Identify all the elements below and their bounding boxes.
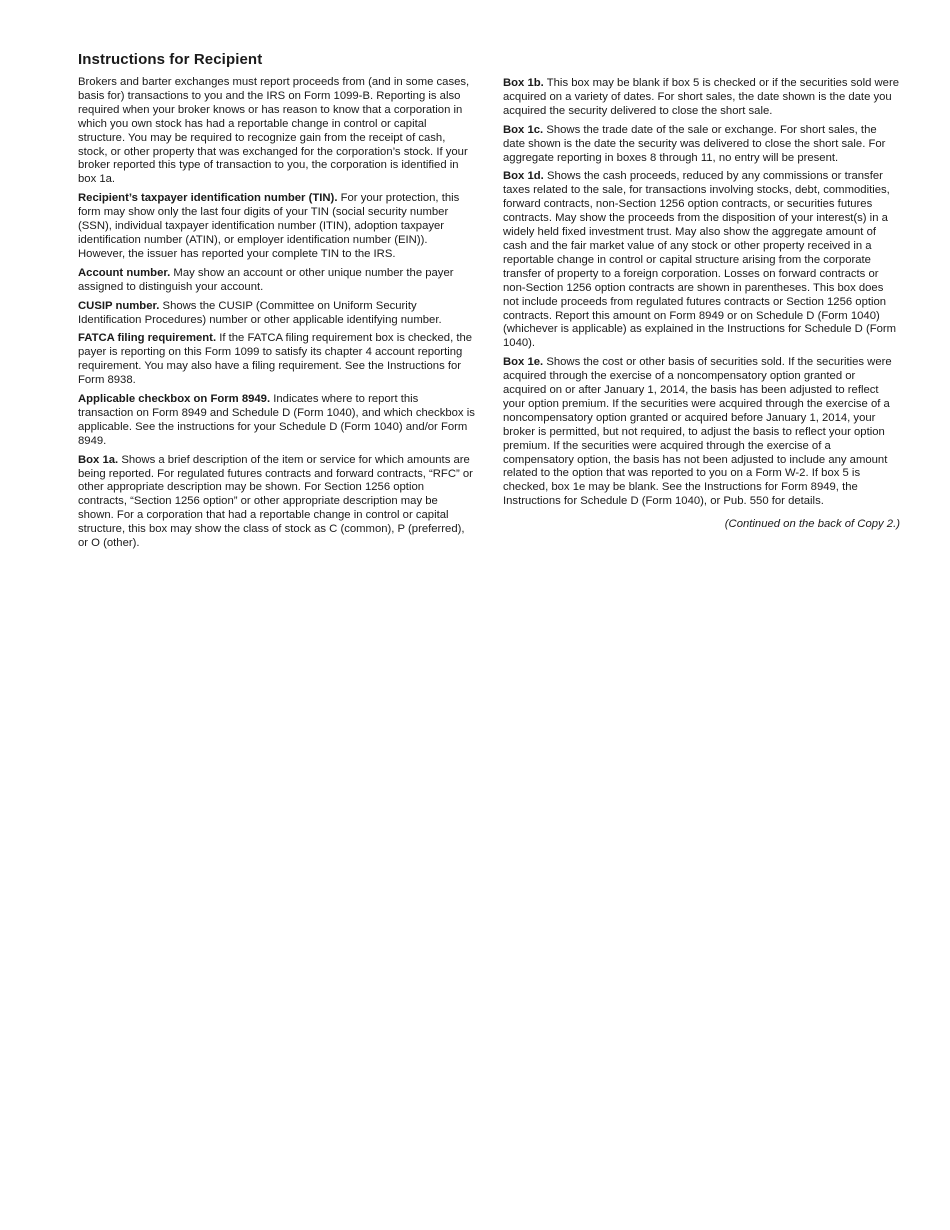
right-column xyxy=(503,77,900,532)
account-number-paragraph xyxy=(78,267,476,295)
box-1a-paragraph xyxy=(78,454,476,551)
paragraph-text: Shows the trade date of the sale or exchange. For short sales, the date shown is the date the security was delivered to close the short sale. For aggregate reporting in boxes 8 through 11, no entry will be present. xyxy=(503,123,886,164)
paragraph-text: Shows the cash proceeds, reduced by any commissions or transfer taxes related to the sale, for transactions involving stocks, debt, commodities, forward contracts, non-Section 1256 option contracts, or securities futures contracts. May show the proceeds from the disposition of your interest(s) in a widely held fixed investment trust. May also show the aggregate amount of cash and the fair market value of any stock or other property received in a reportable change in control or capital structure arising from the corporate transfer of property to a foreign corporation. Losses on forward contracts or non-Section 1256 option contracts are shown in parentheses. This box does not include proceeds from regulated futures contracts or Section 1256 option contracts. Report this amount on Form 8949 or on Schedule D (Form 1040) (whichever is applicable) as explained in the Instructions for Schedule D (Form 1040). xyxy=(503,170,897,350)
paragraph-heading: FATCA filing requirement. xyxy=(78,332,217,345)
paragraph-heading: Box 1c. xyxy=(503,123,544,136)
paragraph-text: If the FATCA filing requirement box is checked, the payer is reporting on this Form 1099 to satisfy its chapter 4 account reporting requirement. You may also have a filing requirement. See the Instructions for Form 8938. xyxy=(78,332,473,387)
page-title: Instructions for Recipient xyxy=(78,51,263,68)
box-1d-paragraph xyxy=(503,170,900,351)
cusip-paragraph xyxy=(78,300,476,328)
fatca-paragraph xyxy=(78,332,476,388)
box-1e-paragraph xyxy=(503,356,900,509)
box-1b-paragraph xyxy=(503,77,900,119)
tin-paragraph xyxy=(78,192,476,262)
paragraph-text: Brokers and barter exchanges must report proceeds from (and in some cases, basis for) transactions to you and the IRS on Form 1099-B. Reporting is also required when your broker knows or has reason to know that a corporation in which you own stock has had a reportable change in control or capital structure. You may be required to recognize gain from the receipt of cash, stock, or other property that was exchanged for the corporation’s stock. If your broker reported this type of transaction to you, the corporation is identified in box 1a. xyxy=(78,76,470,186)
paragraph-heading: CUSIP number. xyxy=(78,299,160,312)
paragraph-text: Shows the CUSIP (Committee on Uniform Security Identification Procedures) number or other applicable identifying number. xyxy=(78,299,442,326)
paragraph-text: Shows a brief description of the item or service for which amounts are being reported. For regulated futures contracts and forward contracts, “RFC” or other appropriate description may be shown. For Section 1256 option contracts, “Section 1256 option” or other appropriate description may be shown. For a corporation that had a reportable change in control or capital structure, this box may show the class of stock as C (common), P (preferred), or O (other). xyxy=(78,453,473,550)
paragraph-heading: Recipient’s taxpayer identification number (TIN). xyxy=(78,192,338,205)
paragraph-heading: Box 1e. xyxy=(503,356,544,369)
continued-note: (Continued on the back of Copy 2.) xyxy=(724,518,900,531)
paragraph-text: May show an account or other unique number the payer assigned to distinguish your account. xyxy=(78,266,454,293)
paragraph-heading: Account number. xyxy=(78,266,171,279)
left-column xyxy=(78,76,476,556)
paragraph-text: This box may be blank if box 5 is checked or if the securities sold were acquired on a variety of dates. For short sales, the date shown is the date you acquired the security delivered to close the short sale. xyxy=(503,77,899,117)
paragraph-heading: Applicable checkbox on Form 8949. xyxy=(78,393,271,406)
paragraph-text: For your protection, this form may show only the last four digits of your TIN (social security number (SSN), individual taxpayer identification number (ITIN), adoption taxpayer identification number (ATIN), or employer identification number (EIN)). However, the issuer has reported your complete TIN to the IRS. xyxy=(78,192,460,260)
box-1c-paragraph xyxy=(503,124,900,166)
paragraph-text: Shows the cost or other basis of securities sold. If the securities were acquired through the exercise of a noncompensatory option granted or acquired on or after January 1, 2014, the basis has been adjusted to reflect your option premium. If the securities were acquired through the exercise of a noncompensatory option granted or acquired before January 1, 2014, your broker is permitted, but not required, to adjust the basis to reflect your option premium. If the securities were acquired through the exercise of a compensatory option, the basis has not been adjusted to include any amount related to the option that was reported to you on a Form W-2. If box 5 is checked, box 1e may be blank. See the Instructions for Form 8949, the Instructions for Schedule D (Form 1040), or Pub. 550 for details. xyxy=(503,356,892,508)
paragraph-heading: Box 1b. xyxy=(503,77,544,89)
paragraph-text: Indicates where to report this transaction on Form 8949 and Schedule D (Form 1040), and which checkbox is applicable. See the instructions for your Schedule D (Form 1040) and/or Form 8949. xyxy=(78,393,475,447)
form-8949-checkbox-paragraph xyxy=(78,393,476,449)
intro-paragraph xyxy=(78,76,476,187)
paragraph-heading: Box 1a. xyxy=(78,453,119,466)
paragraph-heading: Box 1d. xyxy=(503,170,544,183)
